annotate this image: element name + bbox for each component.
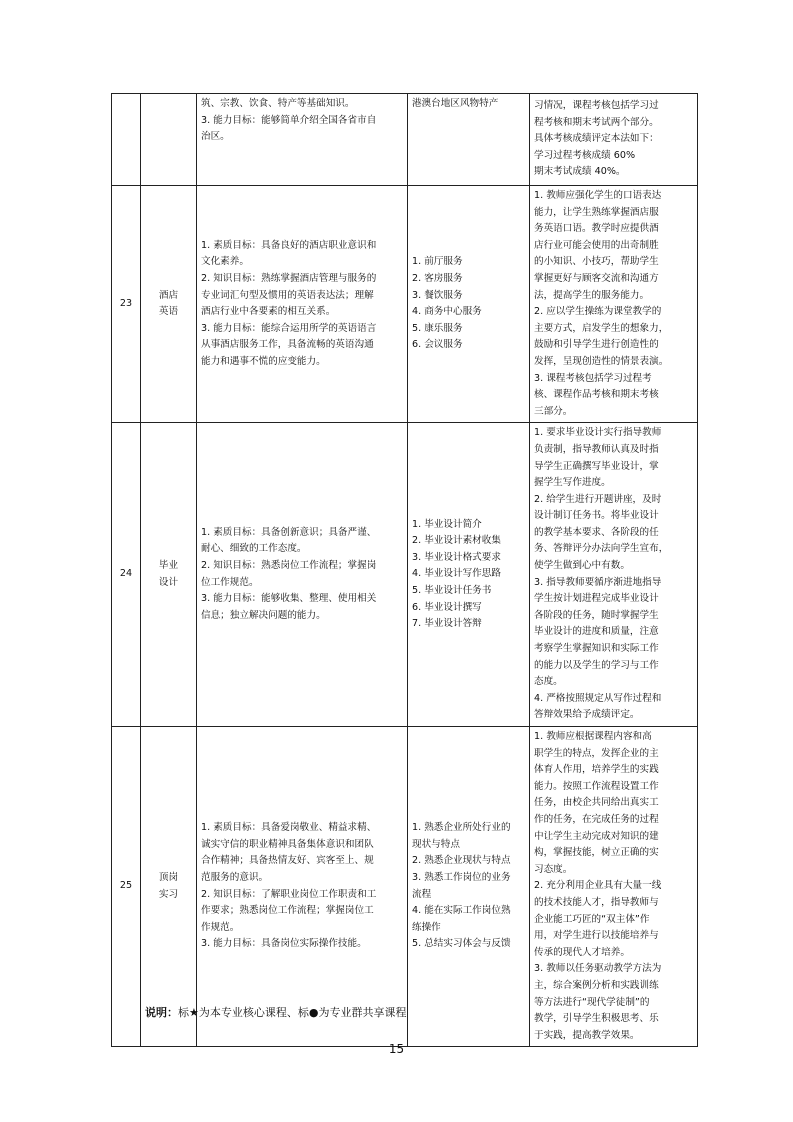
content-line: 1. 熟悉企业所处行业的 bbox=[412, 822, 511, 834]
objective-line: 1. 素质目标：具备良好的酒店职业意识和 bbox=[201, 239, 377, 251]
row-number-cell: 24 bbox=[112, 423, 141, 727]
requirement-line: 习情况，课程考核包括学习过 bbox=[534, 100, 659, 112]
content-line: 3. 熟悉工作岗位的业务 bbox=[412, 872, 511, 884]
table-row bbox=[112, 423, 698, 727]
requirement-line: 使学生做到心中有数。 bbox=[534, 560, 630, 572]
objective-line: 1. 素质目标：具备爱岗敬业、精益求精、 bbox=[201, 822, 377, 834]
content-line: 现状与特点 bbox=[412, 838, 460, 850]
content-line: 港澳台地区风物特产 bbox=[412, 98, 499, 109]
requirement-line: 职学生的特点，发挥企业的主 bbox=[534, 747, 659, 759]
objective-line: 从事酒店服务工作，具备流畅的英语沟通 bbox=[201, 339, 374, 351]
course-name-line: 设计 bbox=[158, 576, 179, 588]
content-line: 2. 毕业设计素材收集 bbox=[412, 535, 501, 547]
requirement-line: 习态度。 bbox=[534, 863, 573, 875]
objective-line: 筑、宗教、饮食、特产等基础知识。 bbox=[201, 98, 355, 109]
content-line: 3. 毕业设计格式要求 bbox=[412, 551, 501, 563]
course-name-line: 顶岗 bbox=[158, 872, 179, 884]
requirement-line: 的教学基本要求、各阶段的任 bbox=[534, 526, 659, 538]
objective-line: 1. 素质目标：具备创新意识；具备严谨、 bbox=[201, 526, 377, 538]
requirement-line: 核、课程作品考核和期末考核 bbox=[534, 389, 659, 401]
course-name-line: 英语 bbox=[158, 306, 179, 318]
objective-line: 范服务的意识。 bbox=[201, 872, 269, 884]
requirement-line: 主，综合案例分析和实践训练 bbox=[534, 979, 659, 991]
content-line: 6. 会议服务 bbox=[412, 339, 463, 351]
objective-line: 文化素养。 bbox=[201, 256, 249, 268]
content-line: 7. 毕业设计答辩 bbox=[412, 618, 482, 630]
requirements-cell bbox=[530, 423, 698, 727]
requirement-line: 传承的现代人才培养。 bbox=[534, 946, 630, 958]
requirement-line: 掌握更好与顾客交流和沟通方 bbox=[534, 272, 659, 284]
requirement-line: 等方法进行“现代学徒制”的 bbox=[534, 996, 650, 1008]
content-line: 5. 毕业设计任务书 bbox=[412, 584, 492, 596]
objective-line: 酒店行业中各要素的相互关系。 bbox=[201, 306, 336, 318]
requirement-line: 发挥，呈现创造性的情景表演。 bbox=[534, 355, 669, 367]
course-name-line: 实习 bbox=[158, 888, 179, 900]
requirement-line: 4. 严格按照规定从写作过程和 bbox=[534, 692, 662, 704]
objective-line: 2. 知识目标：熟悉岗位工作流程；掌握岗 bbox=[201, 560, 377, 572]
course-name-cell bbox=[141, 186, 197, 423]
requirement-line: 鼓励和引导学生进行创造性的 bbox=[534, 339, 659, 351]
content-line: 练操作 bbox=[412, 921, 441, 933]
requirement-line: 学习过程考核成绩 60% bbox=[534, 149, 636, 161]
footnote-text: 标★为本专业核心课程、标●为专业群共享课程 bbox=[178, 1006, 407, 1019]
requirement-line: 各阶段的任务，随时掌握学生 bbox=[534, 609, 659, 621]
objective-line: 2. 知识目标：了解职业岗位工作职责和工 bbox=[201, 888, 377, 900]
requirement-line: 店行业可能会使用的出奇制胜 bbox=[534, 239, 659, 251]
requirement-line: 1. 教师应强化学生的口语表达 bbox=[534, 190, 662, 201]
requirement-line: 法，提高学生的服务能力。 bbox=[534, 289, 650, 301]
objective-line: 作规范。 bbox=[201, 921, 240, 933]
content-line: 5. 康乐服务 bbox=[412, 322, 463, 334]
objective-line: 治区。 bbox=[201, 131, 230, 143]
requirement-line: 负责制，指导教师认真及时指 bbox=[534, 443, 659, 455]
requirement-line: 3. 指导教师要循序渐进地指导 bbox=[534, 576, 662, 588]
requirement-line: 构，掌握技能，树立正确的实 bbox=[534, 847, 659, 859]
footnote bbox=[145, 1004, 406, 1020]
requirement-line: 3. 教师以任务驱动教学方法为 bbox=[534, 963, 662, 975]
course-name-line: 酒店 bbox=[158, 289, 179, 301]
content-line: 1. 毕业设计简介 bbox=[412, 518, 482, 530]
requirements-cell bbox=[530, 94, 698, 186]
requirement-line: 3. 课程考核包括学习过程考 bbox=[534, 372, 652, 384]
content-line: 6. 毕业设计撰写 bbox=[412, 601, 482, 613]
objective-line: 耐心、细致的工作态度。 bbox=[201, 543, 307, 555]
objective-line: 位工作规范。 bbox=[201, 576, 259, 588]
objective-line: 专业词汇句型及惯用的英语表达法；理解 bbox=[201, 289, 374, 301]
requirement-line: 具体考核成绩评定本法如下： bbox=[534, 133, 659, 145]
row-number-cell: 25 bbox=[112, 727, 141, 1047]
course-name-cell bbox=[141, 727, 197, 1047]
course-table-body bbox=[112, 94, 698, 1047]
requirement-line: 务、答辩评分办法向学生宣布， bbox=[534, 543, 669, 555]
content-line: 5. 总结实习体会与反馈 bbox=[412, 938, 511, 950]
requirement-line: 2. 充分利用企业具有大量一线 bbox=[534, 880, 662, 892]
content-line: 4. 商务中心服务 bbox=[412, 306, 482, 318]
requirement-line: 2. 应以学生操练为课堂教学的 bbox=[534, 306, 662, 318]
row-number-cell bbox=[112, 94, 141, 186]
course-name-line: 毕业 bbox=[158, 560, 179, 572]
table-row bbox=[112, 94, 698, 186]
course-table bbox=[111, 93, 698, 1047]
requirement-line: 2. 给学生进行开题讲座，及时 bbox=[534, 493, 662, 505]
requirement-line: 期末考试成绩 40%。 bbox=[534, 166, 626, 178]
content-line: 3. 餐饮服务 bbox=[412, 289, 463, 301]
requirement-line: 三部分。 bbox=[534, 405, 573, 417]
objective-line: 能力和遇事不慌的应变能力。 bbox=[201, 355, 326, 367]
requirement-line: 务英语口语。教学时应提供酒 bbox=[534, 223, 659, 235]
contents-cell bbox=[408, 94, 530, 186]
requirement-line: 学生按计划进程完成毕业设计 bbox=[534, 593, 659, 605]
requirement-line: 能力。按照工作流程设置工作 bbox=[534, 780, 659, 792]
footnote-label: 说明： bbox=[145, 1006, 178, 1019]
requirement-line: 态度。 bbox=[534, 676, 563, 688]
course-name-cell bbox=[141, 94, 197, 186]
objective-line: 3. 能力目标：能够简单介绍全国各省市自 bbox=[201, 114, 377, 126]
requirement-line: 程考核和期末考试两个部分。 bbox=[534, 116, 659, 128]
requirement-line: 体育人作用，培养学生的实践 bbox=[534, 764, 659, 776]
requirement-line: 答辩效果给予成绩评定。 bbox=[534, 709, 640, 721]
table-row bbox=[112, 727, 698, 1047]
objective-line: 信息；独立解决问题的能力。 bbox=[201, 609, 326, 621]
objective-line: 3. 能力目标：能综合运用所学的英语语言 bbox=[201, 322, 377, 334]
page-number: 15 bbox=[388, 1042, 405, 1056]
content-line: 2. 客房服务 bbox=[412, 272, 463, 284]
content-line: 4. 毕业设计写作思路 bbox=[412, 568, 501, 580]
requirements-cell bbox=[530, 186, 698, 423]
requirement-line: 教学，引导学生积极思考、乐 bbox=[534, 1013, 659, 1025]
objective-line: 2. 知识目标：熟练掌握酒店管理与服务的 bbox=[201, 272, 377, 284]
row-number-cell: 23 bbox=[112, 186, 141, 423]
table-row bbox=[112, 186, 698, 423]
requirement-line: 1. 教师应根据课程内容和高 bbox=[534, 731, 652, 742]
requirement-line: 设计制订任务书。将毕业设计 bbox=[534, 510, 659, 522]
contents-cell bbox=[408, 423, 530, 727]
content-line: 2. 熟悉企业现状与特点 bbox=[412, 855, 511, 867]
objective-line: 作要求；熟悉岗位工作流程；掌握岗位工 bbox=[201, 905, 374, 917]
requirement-line: 能力，让学生熟练掌握酒店服 bbox=[534, 206, 659, 218]
requirement-line: 用，对学生进行以技能培养与 bbox=[534, 930, 659, 942]
requirement-line: 的技术技能人才，指导教师与 bbox=[534, 896, 659, 908]
requirement-line: 导学生正确撰写毕业设计，掌 bbox=[534, 460, 659, 472]
contents-cell bbox=[408, 727, 530, 1047]
objectives-cell bbox=[197, 186, 408, 423]
requirement-line: 毕业设计的进度和质量，注意 bbox=[534, 626, 659, 638]
objectives-cell bbox=[197, 94, 408, 186]
requirement-line: 的小知识、小技巧，帮助学生 bbox=[534, 256, 659, 268]
content-line: 4. 能在实际工作岗位熟 bbox=[412, 905, 511, 917]
course-name-cell bbox=[141, 423, 197, 727]
requirement-line: 考察学生掌握知识和实际工作 bbox=[534, 643, 659, 655]
requirement-line: 的能力以及学生的学习与工作 bbox=[534, 659, 659, 671]
requirement-line: 于实践，提高教学效果。 bbox=[534, 1029, 640, 1041]
objective-line: 3. 能力目标：具备岗位实际操作技能。 bbox=[201, 938, 367, 950]
requirement-line: 任务，由校企共同给出真实工 bbox=[534, 797, 659, 809]
objectives-cell bbox=[197, 423, 408, 727]
requirement-line: 中让学生主动完成对知识的建 bbox=[534, 830, 659, 842]
content-line: 流程 bbox=[412, 888, 432, 900]
objectives-cell bbox=[197, 727, 408, 1047]
objective-line: 诚实守信的职业精神具备集体意识和团队 bbox=[201, 838, 374, 850]
objective-line: 合作精神；具备热情友好、宾客至上、规 bbox=[201, 855, 374, 867]
content-line: 1. 前厅服务 bbox=[412, 256, 463, 268]
objective-line: 3. 能力目标：能够收集、整理、使用相关 bbox=[201, 593, 377, 605]
requirements-cell bbox=[530, 727, 698, 1047]
requirement-line: 1. 要求毕业设计实行指导教师 bbox=[534, 427, 662, 439]
requirement-line: 主要方式，启发学生的想象力， bbox=[534, 322, 669, 334]
contents-cell bbox=[408, 186, 530, 423]
requirement-line: 握学生写作进度。 bbox=[534, 477, 611, 489]
requirement-line: 作的任务，在完成任务的过程 bbox=[534, 813, 659, 825]
requirement-line: 企业能工巧匠的“双主体”作 bbox=[534, 913, 650, 925]
